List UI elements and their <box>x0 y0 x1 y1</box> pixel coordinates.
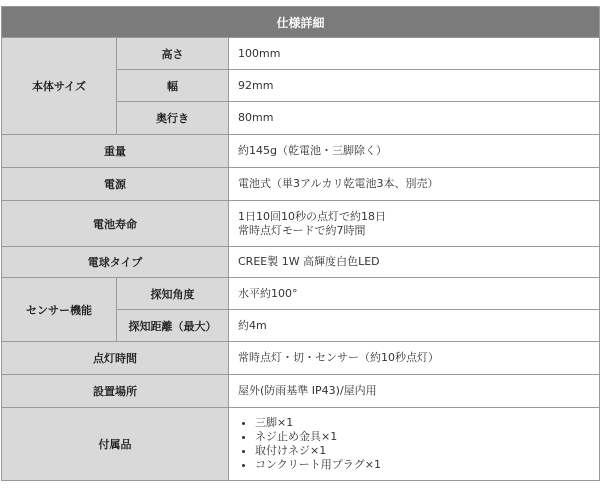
spec-table <box>1 6 600 481</box>
weight-value: 約145g（乾電池・三脚除く） <box>229 135 600 168</box>
table-row <box>2 247 600 278</box>
list-item: • ネジ止め金具×1 <box>255 430 599 444</box>
height-value: 100mm <box>229 38 600 70</box>
width-value: 92mm <box>229 70 600 102</box>
size-label: 本体サイズ <box>2 38 117 135</box>
table-row <box>2 342 600 375</box>
detection-angle-value: 水平約100° <box>229 278 600 310</box>
power-label: 電源 <box>2 168 229 201</box>
weight-label: 重量 <box>2 135 229 168</box>
list-item: • コンクリート用プラグ×1 <box>255 458 599 472</box>
accessories-value <box>229 408 600 481</box>
location-value: 屋外(防雨基準 IP43)/屋内用 <box>229 375 600 408</box>
battery-life-line: 常時点灯モードで約7時間 <box>238 223 366 237</box>
height-label: 高さ <box>117 38 229 70</box>
accessories-list <box>238 416 599 472</box>
battery-life-value <box>229 201 600 247</box>
table-row <box>2 38 600 70</box>
table-row <box>2 408 600 481</box>
depth-value: 80mm <box>229 102 600 135</box>
table-row <box>2 168 600 201</box>
detection-distance-label: 探知距離（最大） <box>117 310 229 342</box>
battery-life-label: 電池寿命 <box>2 201 229 247</box>
depth-label: 奥行き <box>117 102 229 135</box>
bulb-value: CREE製 1W 高輝度白色LED <box>229 247 600 278</box>
battery-life-line: 1日10回10秒の点灯で約18日 <box>238 209 386 223</box>
power-value: 電池式（単3アルカリ乾電池3本、別売） <box>229 168 600 201</box>
bulb-label: 電球タイプ <box>2 247 229 278</box>
table-title: 仕様詳細 <box>2 7 600 38</box>
table-header-row <box>2 7 600 38</box>
accessories-label: 付属品 <box>2 408 229 481</box>
list-item: • 取付けネジ×1 <box>255 444 599 458</box>
lighting-time-label: 点灯時間 <box>2 342 229 375</box>
detection-angle-label: 探知角度 <box>117 278 229 310</box>
list-item: • 三脚×1 <box>255 416 599 430</box>
lighting-time-value: 常時点灯・切・センサー（約10秒点灯） <box>229 342 600 375</box>
table-row <box>2 278 600 310</box>
table-row <box>2 201 600 247</box>
detection-distance-value: 約4m <box>229 310 600 342</box>
table-row <box>2 135 600 168</box>
table-row <box>2 375 600 408</box>
sensor-label: センサー機能 <box>2 278 117 342</box>
spec-table-container <box>1 6 599 481</box>
location-label: 設置場所 <box>2 375 229 408</box>
width-label: 幅 <box>117 70 229 102</box>
